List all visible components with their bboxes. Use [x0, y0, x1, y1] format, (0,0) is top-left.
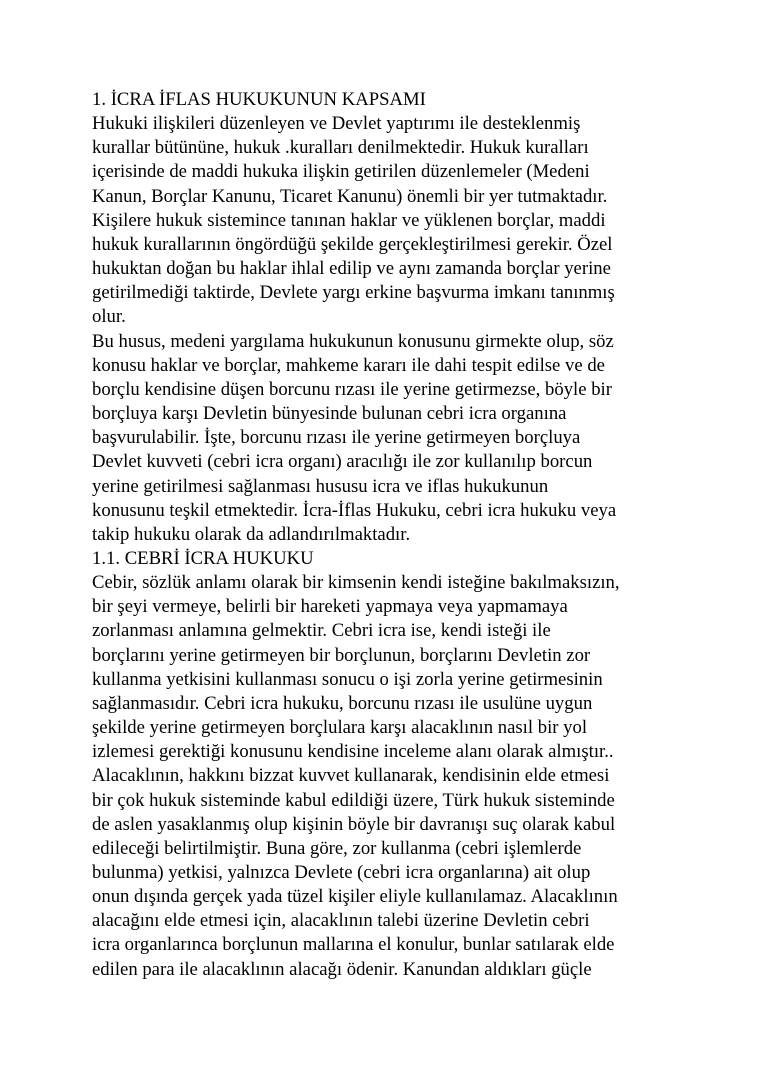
document-page — [92, 88, 682, 982]
text-line: borçlu kendisine düşen borcunu rızası ile yerine getirmezse, böyle bir — [92, 378, 612, 400]
text-line: kullanma yetkisini kullanması sonucu o işi zorla yerine getirmesinin — [92, 668, 603, 690]
text-line: şekilde yerine getirmeyen borçlulara karşı alacaklının nasıl bir yol — [92, 717, 588, 739]
heading-1-1: 1.1. CEBRİ İCRA HUKUKU — [92, 547, 314, 569]
text-line: hukuktan doğan bu haklar ihlal edilip ve aynı zamanda borçlar yerine — [92, 258, 611, 280]
text-line: içerisinde de maddi hukuka ilişkin getirilen düzenlemeler (Medeni — [92, 161, 590, 183]
text-line: takip hukuku olarak da adlandırılmaktadır. — [92, 523, 411, 545]
text-line: edileceği belirtilmiştir. Buna göre, zor kullanma (cebri işlemlerde — [92, 837, 582, 859]
heading-1: 1. İCRA İFLAS HUKUKUNUN KAPSAMI — [92, 89, 426, 110]
text-line: sağlanmasıdır. Cebri icra hukuku, borcunu rızası ile usulüne uygun — [92, 692, 593, 714]
text-line: Devlet kuvveti (cebri icra organı) aracılığı ile zor kullanılıp borcun — [92, 451, 593, 473]
text-line: onun dışında gerçek yada tüzel kişiler eliyle kullanılamaz. Alacaklının — [92, 886, 618, 908]
text-line: Hukuki ilişkileri düzenleyen ve Devlet yaptırımı ile desteklenmiş — [92, 113, 581, 135]
text-line: başvurulabilir. İşte, borcunu rızası ile yerine getirmeyen borçluya — [92, 427, 581, 449]
text-line: Kişilere hukuk sistemince tanınan haklar ve yüklenen borçlar, maddi — [92, 209, 606, 231]
text-line: bir şeyi vermeye, belirli bir hareketi yapmaya veya yapmamaya — [92, 596, 568, 618]
text-line: hukuk kurallarının öngördüğü şekilde gerçekleştirilmesi gerekir. Özel — [92, 233, 613, 255]
text-line: getirilmediği taktirde, Devlete yargı erkine başvurma imkanı tanınmış — [92, 282, 615, 304]
text-line: izlemesi gerektiği konusunu kendisine inceleme alanı olarak almıştır.. — [92, 741, 614, 763]
text-line: icra organlarınca borçlunun mallarına el konulur, bunlar satılarak elde — [92, 934, 615, 956]
text-line: konusu haklar ve borçlar, mahkeme kararı ile dahi tespit edilse ve de — [92, 354, 605, 376]
text-line: Kanun, Borçlar Kanunu, Ticaret Kanunu) önemli bir yer tutmaktadır. — [92, 185, 608, 207]
text-line: de aslen yasaklanmış olup kişinin böyle bir davranışı suç olarak kabul — [92, 813, 616, 835]
text-line: alacağını elde etmesi için, alacaklının talebi üzerine Devletin cebri — [92, 910, 590, 932]
text-line: kurallar bütününe, hukuk .kuralları denilmektedir. Hukuk kuralları — [92, 137, 589, 159]
text-line: bulunma) yetkisi, yalnızca Devlete (cebri icra organlarına) ait olup — [92, 862, 591, 883]
text-line: Cebir, sözlük anlamı olarak bir kimsenin kendi isteğine bakılmaksızın, — [92, 572, 620, 594]
text-line: yerine getirilmesi sağlanması hususu icra ve iflas hukukunun — [92, 475, 549, 497]
text-line: borçluya karşı Devletin bünyesinde bulunan cebri icra organına — [92, 403, 567, 425]
text-line: bir çok hukuk sisteminde kabul edildiği üzere, Türk hukuk sisteminde — [92, 789, 615, 811]
text-line: borçlarını yerine getirmeyen bir borçlunun, borçlarını Devletin zor — [92, 644, 591, 666]
text-line: konusunu teşkil etmektedir. İcra-İflas Hukuku, cebri icra hukuku veya — [92, 499, 617, 521]
text-line: Alacaklının, hakkını bizzat kuvvet kullanarak, kendisinin elde etmesi — [92, 765, 610, 787]
text-line: Bu husus, medeni yargılama hukukunun konusunu girmekte olup, söz — [92, 330, 614, 352]
text-line: edilen para ile alacaklının alacağı ödenir. Kanundan aldıkları güçle — [92, 958, 592, 980]
text-line: zorlanması anlamına gelmektir. Cebri icra ise, kendi isteği ile — [92, 620, 551, 642]
text-line: olur. — [92, 306, 126, 328]
